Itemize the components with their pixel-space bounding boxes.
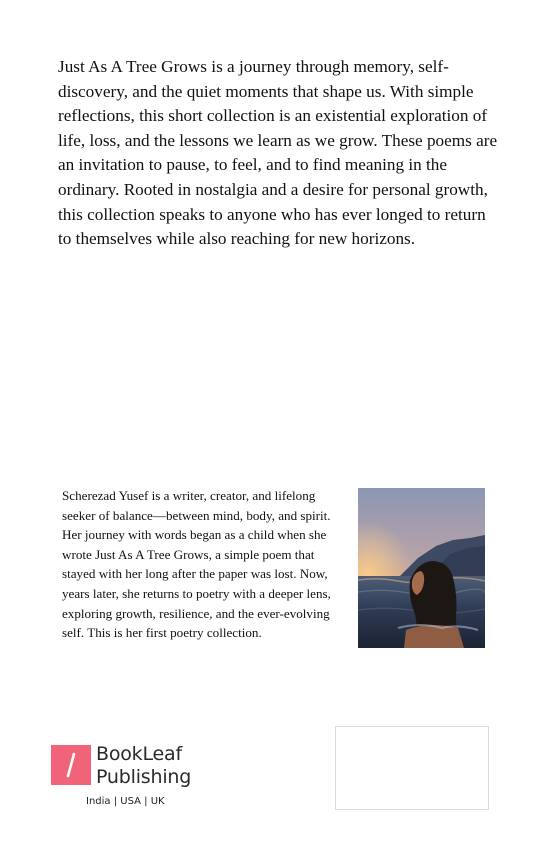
author-bio: Scherezad Yusef is a writer, creator, and lifelong seeker of balance—between mind, body, and spirit. Her journey with words began as a child when she wrote Just As A Tree Grows, a simple poem that stayed with her long after the paper was lost. Now, years later, she returns to poetry with a deeper lens, exploring growth, resilience, and the ever-evolving self. This is her first poetry collection. xyxy=(62,488,331,641)
bookleaf-slash-icon xyxy=(51,745,91,785)
barcode-placeholder xyxy=(335,726,489,810)
publisher-name-line2: Publishing xyxy=(96,766,192,788)
publisher-regions: India | USA | UK xyxy=(86,796,165,807)
author-photo xyxy=(358,488,485,648)
publisher-logo xyxy=(51,745,241,815)
book-blurb: Just As A Tree Grows is a journey through memory, self-discovery, and the quiet moments that shape us. With simple reflections, this short collection is an existential exploration of life, loss, and the lessons we learn as we grow. These poems are an invitation to pause, to feel, and to find meaning in the ordinary. Rooted in nostalgia and a desire for personal growth, this collection speaks to anyone who has ever longed to return to themselves while also reaching for new horizons. xyxy=(58,57,498,249)
publisher-name-line1: BookLeaf xyxy=(96,743,182,765)
